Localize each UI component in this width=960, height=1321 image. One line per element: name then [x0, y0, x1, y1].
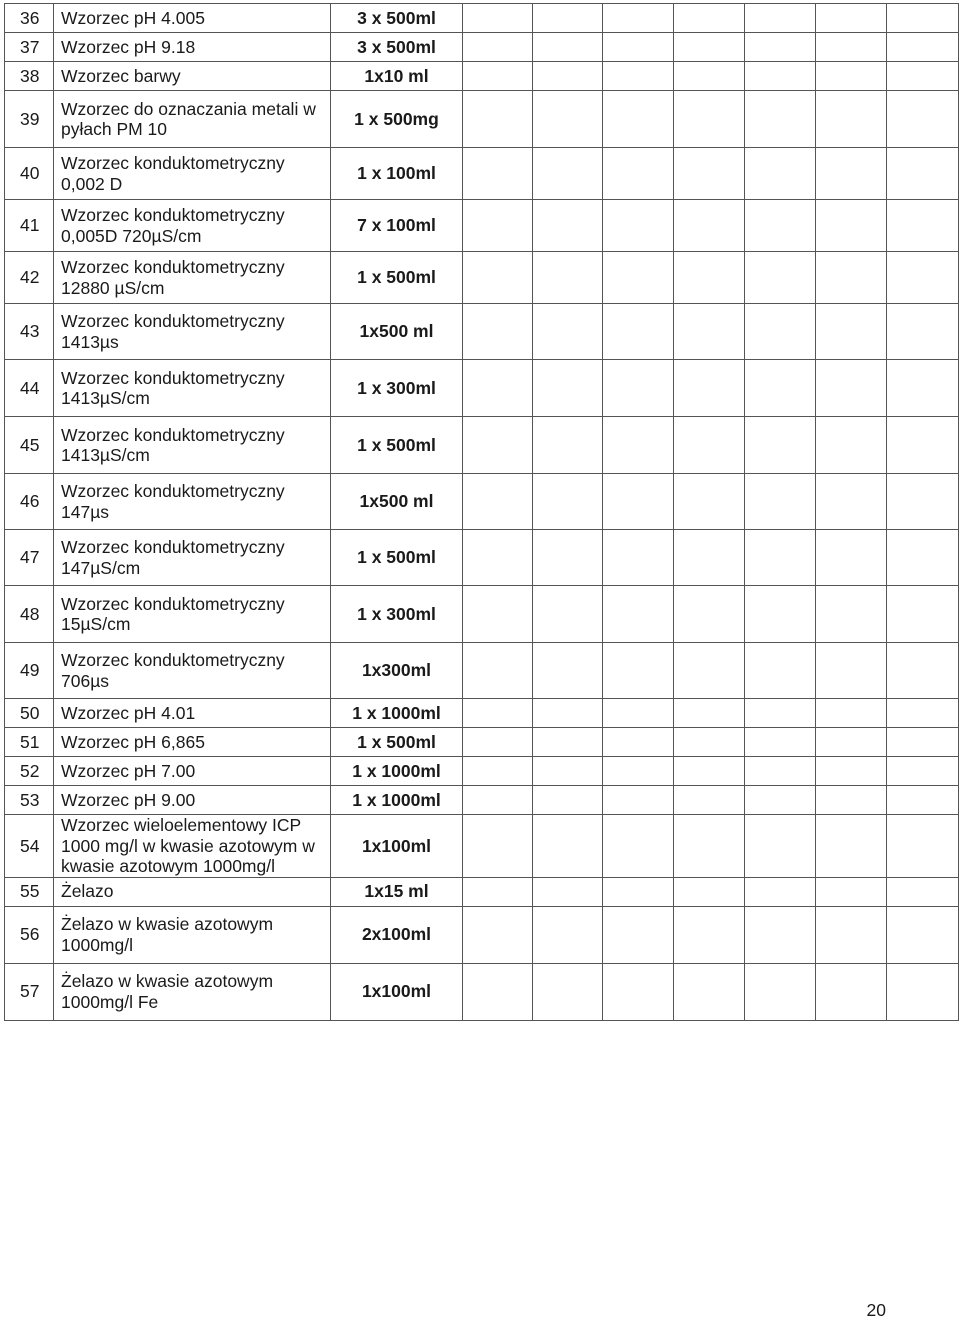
- empty-cell: [533, 906, 603, 963]
- item-number: 56: [5, 906, 54, 963]
- item-number: 45: [5, 417, 54, 474]
- item-number: 37: [5, 33, 54, 62]
- item-name: Wzorzec pH 7.00: [54, 757, 331, 786]
- item-quantity: 1 x 1000ml: [331, 699, 463, 728]
- empty-cell: [887, 757, 959, 786]
- empty-cell: [533, 33, 603, 62]
- item-number: 43: [5, 304, 54, 360]
- empty-cell: [674, 906, 745, 963]
- empty-cell: [745, 417, 816, 474]
- empty-cell: [603, 786, 674, 815]
- empty-cell: [603, 91, 674, 148]
- empty-cell: [463, 643, 533, 699]
- table-row: [5, 728, 959, 757]
- empty-cell: [816, 91, 887, 148]
- item-name: Wzorzec konduktometryczny 147µS/cm: [54, 530, 331, 586]
- empty-cell: [745, 815, 816, 878]
- empty-cell: [816, 699, 887, 728]
- table-row: [5, 963, 959, 1020]
- empty-cell: [887, 304, 959, 360]
- empty-cell: [745, 91, 816, 148]
- empty-cell: [674, 252, 745, 304]
- empty-cell: [816, 33, 887, 62]
- empty-cell: [816, 62, 887, 91]
- empty-cell: [603, 757, 674, 786]
- empty-cell: [816, 728, 887, 757]
- item-quantity: 7 x 100ml: [331, 200, 463, 252]
- empty-cell: [533, 91, 603, 148]
- item-number: 40: [5, 148, 54, 200]
- empty-cell: [463, 417, 533, 474]
- empty-cell: [533, 815, 603, 878]
- item-name: Wzorzec konduktometryczny 0,005D 720µS/cm: [54, 200, 331, 252]
- empty-cell: [674, 530, 745, 586]
- item-name: Wzorzec konduktometryczny 147µs: [54, 474, 331, 530]
- empty-cell: [674, 728, 745, 757]
- empty-cell: [887, 699, 959, 728]
- empty-cell: [674, 963, 745, 1020]
- item-name: Wzorzec konduktometryczny 706µs: [54, 643, 331, 699]
- empty-cell: [887, 148, 959, 200]
- item-quantity: 1x10 ml: [331, 62, 463, 91]
- empty-cell: [887, 586, 959, 643]
- empty-cell: [603, 148, 674, 200]
- empty-cell: [533, 148, 603, 200]
- item-quantity: 1x300ml: [331, 643, 463, 699]
- empty-cell: [603, 815, 674, 878]
- empty-cell: [745, 148, 816, 200]
- empty-cell: [816, 200, 887, 252]
- empty-cell: [463, 62, 533, 91]
- item-number: 36: [5, 4, 54, 33]
- item-number: 47: [5, 530, 54, 586]
- empty-cell: [745, 643, 816, 699]
- empty-cell: [745, 200, 816, 252]
- empty-cell: [745, 586, 816, 643]
- item-name: Żelazo: [54, 877, 331, 906]
- empty-cell: [887, 62, 959, 91]
- empty-cell: [816, 148, 887, 200]
- table-row: [5, 530, 959, 586]
- empty-cell: [603, 200, 674, 252]
- empty-cell: [533, 877, 603, 906]
- empty-cell: [463, 586, 533, 643]
- table-row: [5, 360, 959, 417]
- empty-cell: [816, 877, 887, 906]
- empty-cell: [533, 474, 603, 530]
- item-name: Wzorzec pH 4.005: [54, 4, 331, 33]
- item-number: 57: [5, 963, 54, 1020]
- empty-cell: [463, 906, 533, 963]
- empty-cell: [603, 963, 674, 1020]
- table-row: [5, 33, 959, 62]
- empty-cell: [745, 252, 816, 304]
- empty-cell: [745, 360, 816, 417]
- item-number: 39: [5, 91, 54, 148]
- table-row: [5, 252, 959, 304]
- item-quantity: 1 x 500ml: [331, 252, 463, 304]
- item-quantity: 3 x 500ml: [331, 33, 463, 62]
- empty-cell: [674, 417, 745, 474]
- item-name: Wzorzec do oznaczania metali w pyłach PM 10: [54, 91, 331, 148]
- table-row: [5, 699, 959, 728]
- table-row: [5, 815, 959, 878]
- empty-cell: [603, 728, 674, 757]
- empty-cell: [603, 643, 674, 699]
- empty-cell: [674, 757, 745, 786]
- page-number: 20: [866, 1300, 886, 1320]
- item-quantity: 1x100ml: [331, 963, 463, 1020]
- empty-cell: [887, 786, 959, 815]
- table-row: [5, 148, 959, 200]
- item-quantity: 1 x 300ml: [331, 360, 463, 417]
- item-name: Wzorzec konduktometryczny 0,002 D: [54, 148, 331, 200]
- empty-cell: [603, 417, 674, 474]
- empty-cell: [463, 963, 533, 1020]
- empty-cell: [463, 91, 533, 148]
- empty-cell: [745, 906, 816, 963]
- empty-cell: [674, 586, 745, 643]
- empty-cell: [674, 4, 745, 33]
- empty-cell: [533, 530, 603, 586]
- empty-cell: [603, 474, 674, 530]
- empty-cell: [887, 815, 959, 878]
- table-row: [5, 786, 959, 815]
- table-row: [5, 91, 959, 148]
- item-name: Wzorzec konduktometryczny 1413µS/cm: [54, 417, 331, 474]
- empty-cell: [603, 877, 674, 906]
- item-number: 51: [5, 728, 54, 757]
- item-name: Wzorzec wieloelementowy ICP 1000 mg/l w kwasie azotowym w kwasie azotowym 1000mg/l: [54, 815, 331, 878]
- empty-cell: [816, 757, 887, 786]
- empty-cell: [816, 906, 887, 963]
- item-name: Wzorzec pH 9.18: [54, 33, 331, 62]
- empty-cell: [887, 474, 959, 530]
- empty-cell: [674, 91, 745, 148]
- item-name: Wzorzec pH 4.01: [54, 699, 331, 728]
- empty-cell: [463, 4, 533, 33]
- empty-cell: [887, 728, 959, 757]
- item-quantity: 1 x 500ml: [331, 417, 463, 474]
- item-name: Żelazo w kwasie azotowym 1000mg/l: [54, 906, 331, 963]
- empty-cell: [463, 786, 533, 815]
- item-quantity: 1 x 500ml: [331, 530, 463, 586]
- item-quantity: 3 x 500ml: [331, 4, 463, 33]
- table-row: [5, 906, 959, 963]
- empty-cell: [674, 360, 745, 417]
- empty-cell: [674, 815, 745, 878]
- table-row: [5, 200, 959, 252]
- empty-cell: [745, 963, 816, 1020]
- empty-cell: [463, 474, 533, 530]
- empty-cell: [674, 699, 745, 728]
- empty-cell: [463, 699, 533, 728]
- item-quantity: 1 x 100ml: [331, 148, 463, 200]
- table-row: [5, 4, 959, 33]
- item-number: 55: [5, 877, 54, 906]
- table-row: [5, 474, 959, 530]
- item-name: Wzorzec konduktometryczny 1413µS/cm: [54, 360, 331, 417]
- empty-cell: [745, 728, 816, 757]
- empty-cell: [603, 4, 674, 33]
- item-number: 48: [5, 586, 54, 643]
- empty-cell: [533, 417, 603, 474]
- empty-cell: [533, 200, 603, 252]
- empty-cell: [816, 252, 887, 304]
- empty-cell: [603, 699, 674, 728]
- item-quantity: 1x100ml: [331, 815, 463, 878]
- empty-cell: [603, 360, 674, 417]
- empty-cell: [745, 699, 816, 728]
- empty-cell: [816, 963, 887, 1020]
- empty-cell: [463, 200, 533, 252]
- empty-cell: [603, 62, 674, 91]
- empty-cell: [816, 4, 887, 33]
- item-name: Wzorzec pH 6,865: [54, 728, 331, 757]
- item-name: Wzorzec konduktometryczny 12880 µS/cm: [54, 252, 331, 304]
- empty-cell: [603, 33, 674, 62]
- item-number: 53: [5, 786, 54, 815]
- item-name: Wzorzec barwy: [54, 62, 331, 91]
- empty-cell: [533, 4, 603, 33]
- empty-cell: [816, 786, 887, 815]
- item-number: 50: [5, 699, 54, 728]
- empty-cell: [463, 877, 533, 906]
- empty-cell: [463, 530, 533, 586]
- empty-cell: [463, 148, 533, 200]
- empty-cell: [674, 62, 745, 91]
- empty-cell: [603, 906, 674, 963]
- table-row: [5, 62, 959, 91]
- item-name: Wzorzec konduktometryczny 15µS/cm: [54, 586, 331, 643]
- empty-cell: [674, 200, 745, 252]
- empty-cell: [603, 304, 674, 360]
- empty-cell: [745, 33, 816, 62]
- empty-cell: [533, 757, 603, 786]
- empty-cell: [887, 530, 959, 586]
- empty-cell: [745, 4, 816, 33]
- item-number: 49: [5, 643, 54, 699]
- empty-cell: [533, 252, 603, 304]
- empty-cell: [816, 360, 887, 417]
- item-name: Wzorzec pH 9.00: [54, 786, 331, 815]
- empty-cell: [887, 417, 959, 474]
- empty-cell: [887, 906, 959, 963]
- empty-cell: [533, 699, 603, 728]
- empty-cell: [887, 643, 959, 699]
- empty-cell: [816, 530, 887, 586]
- empty-cell: [533, 786, 603, 815]
- empty-cell: [816, 417, 887, 474]
- empty-cell: [887, 4, 959, 33]
- empty-cell: [887, 360, 959, 417]
- item-number: 44: [5, 360, 54, 417]
- empty-cell: [816, 474, 887, 530]
- empty-cell: [745, 757, 816, 786]
- empty-cell: [603, 586, 674, 643]
- table-row: [5, 877, 959, 906]
- empty-cell: [533, 360, 603, 417]
- empty-cell: [463, 728, 533, 757]
- empty-cell: [463, 33, 533, 62]
- item-quantity: 2x100ml: [331, 906, 463, 963]
- empty-cell: [674, 643, 745, 699]
- item-name: Wzorzec konduktometryczny 1413µs: [54, 304, 331, 360]
- empty-cell: [887, 877, 959, 906]
- item-quantity: 1 x 500mg: [331, 91, 463, 148]
- table-row: [5, 757, 959, 786]
- empty-cell: [533, 728, 603, 757]
- item-quantity: 1 x 300ml: [331, 586, 463, 643]
- empty-cell: [745, 786, 816, 815]
- empty-cell: [463, 304, 533, 360]
- empty-cell: [745, 877, 816, 906]
- empty-cell: [603, 530, 674, 586]
- item-quantity: 1 x 1000ml: [331, 757, 463, 786]
- empty-cell: [463, 252, 533, 304]
- table-row: [5, 586, 959, 643]
- item-number: 52: [5, 757, 54, 786]
- item-number: 38: [5, 62, 54, 91]
- item-number: 41: [5, 200, 54, 252]
- table-row: [5, 643, 959, 699]
- empty-cell: [816, 643, 887, 699]
- empty-cell: [745, 530, 816, 586]
- empty-cell: [887, 200, 959, 252]
- item-number: 46: [5, 474, 54, 530]
- empty-cell: [533, 586, 603, 643]
- item-name: Żelazo w kwasie azotowym 1000mg/l Fe: [54, 963, 331, 1020]
- item-quantity: 1x15 ml: [331, 877, 463, 906]
- empty-cell: [887, 33, 959, 62]
- empty-cell: [533, 963, 603, 1020]
- item-quantity: 1x500 ml: [331, 304, 463, 360]
- empty-cell: [533, 643, 603, 699]
- empty-cell: [463, 815, 533, 878]
- empty-cell: [887, 963, 959, 1020]
- empty-cell: [463, 360, 533, 417]
- item-number: 54: [5, 815, 54, 878]
- table-row: [5, 304, 959, 360]
- empty-cell: [674, 148, 745, 200]
- table-row: [5, 417, 959, 474]
- empty-cell: [674, 304, 745, 360]
- empty-cell: [533, 304, 603, 360]
- empty-cell: [745, 62, 816, 91]
- empty-cell: [674, 33, 745, 62]
- empty-cell: [887, 252, 959, 304]
- empty-cell: [674, 877, 745, 906]
- item-quantity: 1x500 ml: [331, 474, 463, 530]
- empty-cell: [816, 586, 887, 643]
- empty-cell: [816, 815, 887, 878]
- empty-cell: [533, 62, 603, 91]
- empty-cell: [463, 757, 533, 786]
- standards-table: [4, 3, 959, 1021]
- empty-cell: [816, 304, 887, 360]
- empty-cell: [603, 252, 674, 304]
- item-quantity: 1 x 1000ml: [331, 786, 463, 815]
- empty-cell: [887, 91, 959, 148]
- empty-cell: [674, 786, 745, 815]
- item-number: 42: [5, 252, 54, 304]
- empty-cell: [745, 304, 816, 360]
- empty-cell: [674, 474, 745, 530]
- item-quantity: 1 x 500ml: [331, 728, 463, 757]
- empty-cell: [745, 474, 816, 530]
